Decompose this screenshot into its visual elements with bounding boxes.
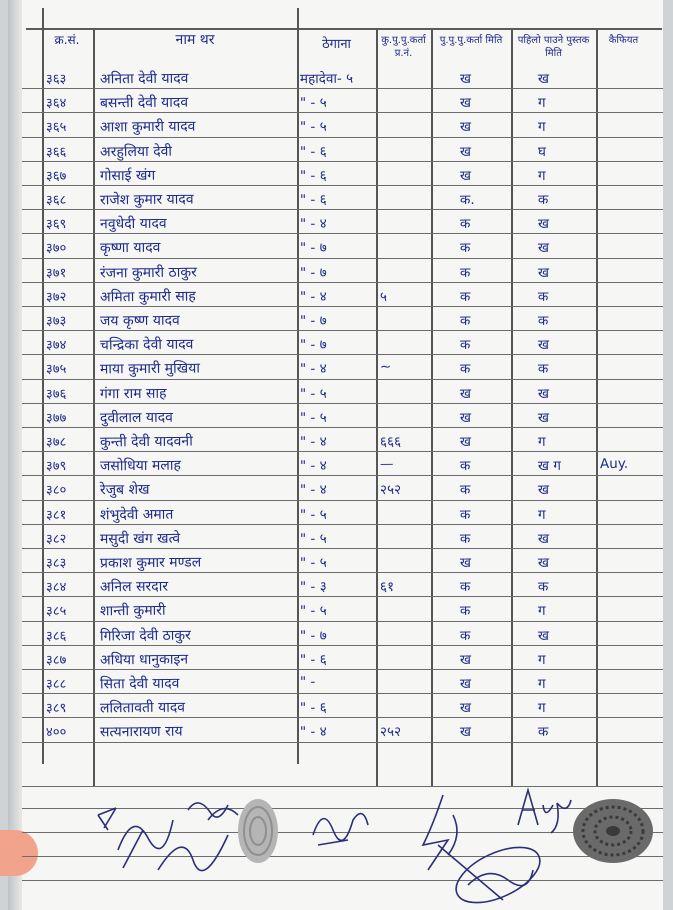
first-date-cell: क — [459, 482, 471, 499]
col-line-6 — [511, 30, 513, 786]
name-cell: प्रकाश कुमार मण्डल — [99, 554, 202, 572]
first-date-cell: ख — [459, 143, 472, 160]
name-cell: सिता देवी यादव — [99, 675, 180, 693]
header-first-date: पु.पु.पु.कर्ता मिति — [439, 35, 503, 46]
second-cell: ग — [537, 700, 546, 717]
header-ward: ठेगाना — [322, 37, 351, 52]
name-cell: गोसाई खंग — [99, 167, 156, 185]
second-cell: क — [537, 312, 549, 330]
row-rule — [22, 354, 663, 355]
serial-cell: ३७८ — [45, 434, 67, 451]
ward-cell: " - ५ — [299, 95, 327, 112]
red-tab-marker — [0, 830, 38, 876]
serial-cell: ३७० — [45, 241, 67, 257]
ward-cell: " - ५ — [299, 603, 327, 620]
second-cell: ख — [537, 482, 550, 499]
header-name: नाम थर — [175, 32, 215, 48]
name-cell: रंजना कुमारी ठाकुर — [99, 264, 197, 282]
row-rule — [22, 596, 663, 597]
ward-cell: " - ५ — [299, 409, 327, 426]
second-cell: ख — [537, 554, 550, 572]
name-cell: शान्ती कुमारी — [99, 603, 166, 620]
ward-cell: " - ६ — [299, 167, 327, 184]
second-cell: ग — [537, 675, 546, 693]
book-no-cell: २५२ — [379, 724, 402, 741]
name-cell: माया कुमारी मुखिया — [99, 360, 201, 378]
second-cell: क — [537, 724, 549, 741]
name-cell: गिरिजा देवी ठाकुर — [99, 627, 191, 645]
serial-cell: ३८१ — [45, 507, 67, 523]
col-line-3 — [297, 8, 299, 764]
ward-cell: " - ६ — [299, 700, 327, 717]
col-line-5 — [431, 30, 433, 786]
name-cell: बसन्ती देवी यादव — [99, 94, 189, 112]
ward-cell: " - ३ — [299, 579, 327, 596]
top-rule — [26, 28, 662, 30]
first-date-cell: ख — [459, 675, 472, 693]
ledger-page — [8, 0, 663, 910]
ward-cell: " - — [299, 673, 316, 691]
ward-cell: " - ७ — [299, 312, 327, 330]
second-cell: क — [537, 191, 549, 209]
second-cell: क — [537, 579, 549, 596]
ward-cell: " - ५ — [299, 554, 327, 572]
second-cell: ख — [537, 216, 550, 233]
second-cell: ख — [537, 385, 550, 402]
ward-cell: " - ४ — [299, 288, 327, 305]
ward-cell: महादेवा- ५ — [299, 70, 354, 88]
serial-cell: ३७९ — [45, 459, 67, 475]
signature-auy — [513, 785, 573, 835]
row-rule — [22, 112, 663, 113]
serial-cell: ३७१ — [45, 265, 67, 281]
remarks-cell: Auy. — [599, 456, 629, 473]
first-date-cell: ख — [459, 700, 472, 717]
first-date-cell: क — [459, 240, 471, 257]
serial-cell: ३८८ — [45, 676, 67, 693]
ward-cell: " - ७ — [299, 264, 327, 281]
serial-cell: ३६३ — [45, 71, 67, 88]
thumbprint-right — [568, 795, 658, 867]
serial-cell: ३७३ — [45, 313, 67, 330]
col-line-7 — [596, 30, 598, 786]
serial-cell: ३८६ — [45, 628, 67, 644]
second-cell: ग — [537, 433, 546, 451]
book-no-cell: ~ — [379, 359, 392, 376]
name-cell: कृष्णा यादव — [99, 240, 161, 257]
second-cell: ख ग — [537, 458, 562, 475]
header-remarks: कैफियत — [608, 35, 639, 46]
second-cell: ग — [537, 95, 546, 112]
serial-cell: ३६८ — [45, 192, 67, 209]
first-date-cell: ख — [459, 433, 472, 451]
first-date-cell: क — [459, 361, 471, 378]
first-date-cell: क — [459, 458, 471, 475]
page-binding — [8, 0, 22, 910]
ward-cell: " - ७ — [299, 627, 327, 644]
serial-cell: ३७५ — [45, 362, 67, 378]
first-date-cell: क — [459, 530, 471, 547]
book-no-cell: २५२ — [379, 482, 402, 499]
serial-cell: ३८५ — [45, 604, 67, 620]
serial-cell: ३७७ — [45, 410, 67, 426]
second-cell: ग — [537, 119, 546, 136]
serial-cell: ३८३ — [45, 555, 67, 572]
second-cell: घ — [537, 143, 547, 160]
first-date-cell: ख — [459, 554, 472, 572]
first-date-cell: क — [459, 579, 471, 596]
header-serial: क्र.सं. — [54, 33, 80, 47]
ward-cell: " - ४ — [299, 216, 327, 233]
first-date-cell: क — [459, 216, 471, 233]
row-rule — [22, 379, 663, 380]
book-no-cell: ६६६ — [379, 433, 402, 451]
second-cell: ख — [537, 337, 550, 354]
name-cell: गंगा राम साह — [99, 385, 167, 402]
ward-cell: " - ७ — [299, 337, 327, 354]
name-cell: अरहुलिया देवी — [99, 143, 173, 160]
header-second: पहिलो पाउने पुस्तक मिति — [517, 35, 590, 59]
row-rule — [22, 451, 663, 452]
first-date-cell: क — [459, 627, 471, 644]
serial-cell: ३८९ — [45, 701, 67, 717]
second-cell: ग — [537, 167, 546, 184]
ward-cell: " - ५ — [299, 530, 327, 547]
second-cell: ग — [537, 651, 546, 668]
name-cell: चन्द्रिका देवी यादव — [99, 336, 194, 354]
first-date-cell: ख — [459, 70, 472, 88]
second-cell: ग — [537, 603, 546, 620]
col-line-2 — [93, 30, 95, 786]
serial-cell: ३८० — [45, 483, 67, 499]
ward-cell: " - ५ — [299, 385, 327, 402]
ward-cell: " - ६ — [299, 191, 327, 209]
second-cell: क — [537, 361, 549, 378]
first-date-cell: क. — [459, 191, 475, 209]
col-line-1 — [42, 8, 44, 764]
second-cell: ख — [537, 264, 550, 281]
name-cell: आशा कुमारी यादव — [99, 118, 196, 136]
first-date-cell: क — [459, 506, 471, 523]
row-rule — [22, 185, 663, 186]
name-cell: अमिता कुमारी साह — [99, 288, 196, 306]
serial-cell: ३७४ — [45, 338, 67, 354]
first-date-cell: ख — [459, 119, 472, 136]
ward-cell: " - ४ — [299, 724, 327, 741]
name-cell: अधिया धानुकाइन — [99, 651, 189, 669]
row-rule — [22, 233, 663, 234]
second-cell: ख — [537, 627, 550, 644]
ward-cell: " - ६ — [299, 651, 327, 668]
row-rule — [22, 258, 663, 259]
row-rule — [22, 88, 663, 89]
name-cell: मसुदी खंग खत्वे — [99, 530, 181, 548]
ward-cell: " - ४ — [299, 458, 327, 475]
serial-cell: ३६६ — [45, 144, 67, 160]
row-rule — [22, 330, 663, 331]
first-date-cell: क — [459, 337, 471, 354]
serial-cell: ३८४ — [45, 580, 67, 596]
first-date-cell: ख — [459, 385, 472, 402]
serial-cell: ३८२ — [45, 531, 67, 547]
first-date-cell: ख — [459, 724, 472, 741]
first-date-cell: क — [459, 264, 471, 281]
row-rule — [22, 693, 663, 694]
second-cell: ख — [537, 70, 550, 88]
ward-cell: " - ७ — [299, 240, 327, 257]
name-cell: राजेश कुमार यादव — [99, 191, 194, 209]
second-cell: ख — [537, 530, 550, 547]
name-cell: जय कृष्ण यादव — [99, 312, 180, 330]
first-date-cell: क — [459, 312, 471, 330]
thumbprint-left — [233, 795, 283, 867]
row-rule — [22, 717, 663, 718]
serial-cell: ३६५ — [45, 120, 67, 136]
ward-cell: " - ४ — [299, 482, 327, 499]
name-cell: दुवीलाल यादव — [99, 409, 173, 427]
second-cell: ख — [537, 409, 550, 426]
serial-cell: ३६४ — [45, 96, 67, 112]
name-cell: सत्यनारायण राय — [99, 723, 183, 741]
book-no-cell: — — [379, 456, 394, 473]
col-line-4 — [376, 30, 378, 786]
name-cell: कुन्ती देवी यादवनी — [99, 433, 193, 451]
first-date-cell: क — [459, 603, 471, 620]
first-date-cell: ख — [459, 409, 472, 426]
name-cell: शंभुदेवी अमात — [99, 506, 174, 523]
serial-cell: ३८७ — [45, 652, 67, 668]
name-cell: नवुधेदी यादव — [99, 215, 167, 233]
ward-cell: " - ५ — [299, 506, 327, 523]
row-rule — [22, 209, 663, 210]
serial-cell: ३७६ — [45, 386, 67, 402]
second-cell: ग — [537, 506, 546, 523]
ward-cell: " - ६ — [299, 143, 327, 160]
name-cell: अनिल सरदार — [99, 578, 169, 596]
first-date-cell: क — [459, 288, 471, 305]
row-rule — [22, 475, 663, 476]
serial-cell: ४०० — [45, 725, 67, 741]
ward-cell: " - ५ — [299, 119, 327, 136]
name-cell: रेजुब शेख — [99, 482, 150, 499]
name-cell: ललितावती यादव — [99, 699, 186, 717]
serial-cell: ३६७ — [45, 168, 67, 184]
row-rule — [22, 621, 663, 622]
book-no-cell: ६१ — [379, 579, 395, 596]
book-no-cell: ५ — [379, 288, 388, 305]
header-book-no: कु.पु.पु.कर्ता प्र.नं. — [381, 35, 426, 59]
name-cell: जसोधिया मलाह — [99, 457, 181, 475]
second-cell: क — [537, 288, 549, 305]
row-rule — [22, 500, 663, 501]
second-cell: ख — [537, 240, 550, 257]
serial-cell: ३७२ — [45, 289, 67, 305]
signature-stamp-loop — [448, 840, 548, 910]
ward-cell: " - ४ — [299, 361, 327, 378]
first-date-cell: ख — [459, 95, 472, 112]
ward-cell: " - ४ — [299, 433, 327, 451]
signature-scribble-2 — [308, 795, 388, 855]
first-date-cell: ख — [459, 651, 472, 668]
name-cell: अनिता देवी यादव — [99, 70, 189, 88]
row-rule — [22, 137, 663, 138]
row-rule — [22, 742, 663, 743]
serial-cell: ३६९ — [45, 217, 67, 233]
first-date-cell: ख — [459, 167, 472, 184]
